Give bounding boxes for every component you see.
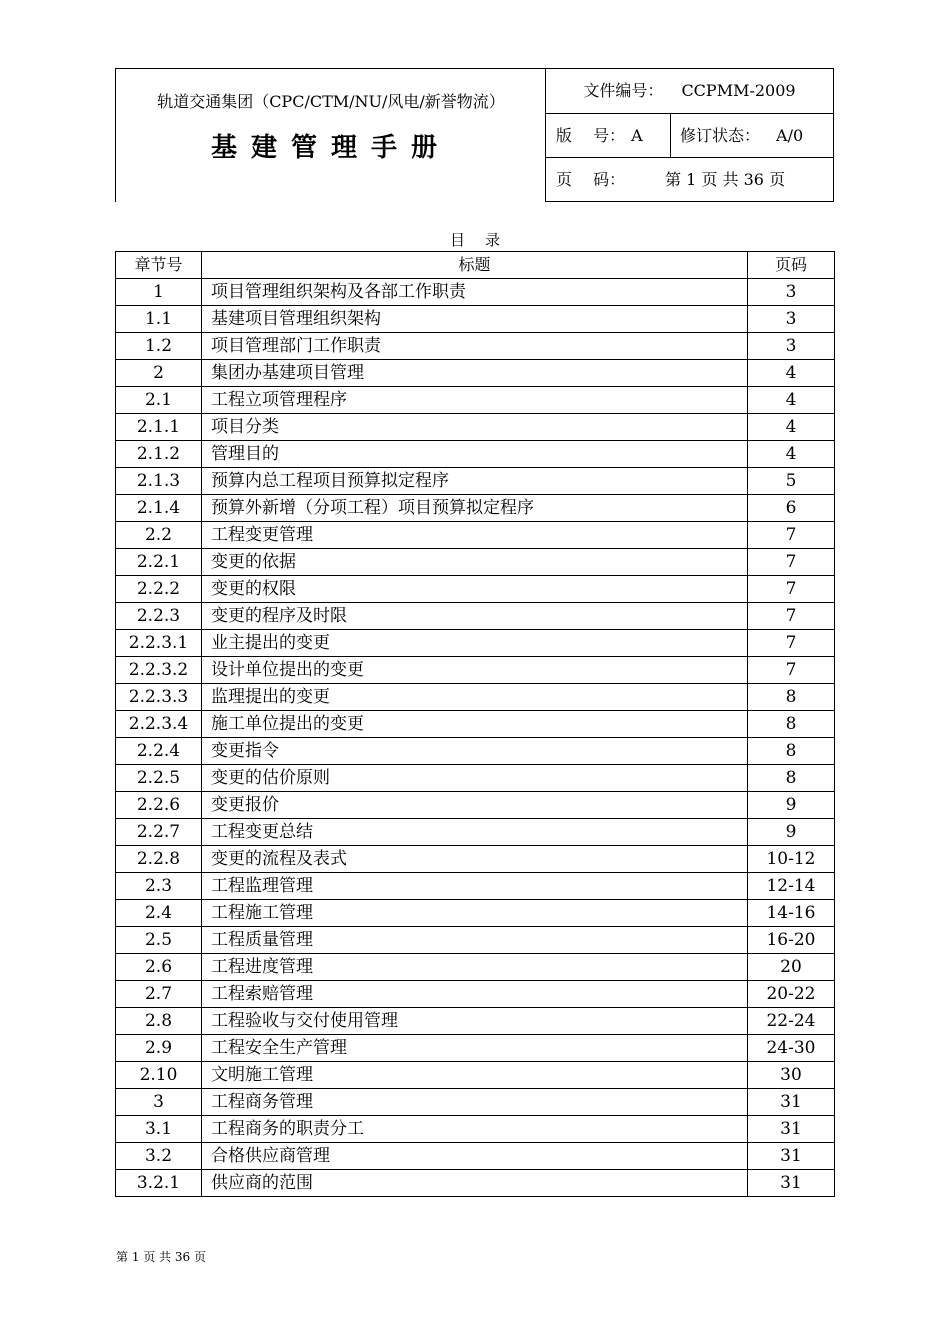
chapter-title: 预算外新增（分项工程）项目预算拟定程序	[202, 495, 748, 522]
table-row	[116, 1089, 835, 1116]
page-number: 9	[748, 819, 835, 846]
page-number: 20	[748, 954, 835, 981]
page-row	[546, 158, 833, 202]
chapter-number: 2.2.6	[116, 792, 202, 819]
page-number: 10-12	[748, 846, 835, 873]
edition-divider	[670, 114, 671, 158]
table-row	[116, 873, 835, 900]
chapter-title: 管理目的	[202, 441, 748, 468]
table-row	[116, 738, 835, 765]
page-number: 14-16	[748, 900, 835, 927]
table-row	[116, 711, 835, 738]
edition	[556, 114, 643, 157]
chapter-number: 2.2.4	[116, 738, 202, 765]
chapter-title: 文明施工管理	[202, 1062, 748, 1089]
toc-body	[116, 279, 835, 1197]
column-header-page: 页码	[748, 252, 835, 279]
doc-number-label: 文件编号：	[583, 81, 664, 100]
chapter-title: 项目管理组织架构及各部工作职责	[202, 279, 748, 306]
table-row	[116, 954, 835, 981]
chapter-number: 2.1	[116, 387, 202, 414]
page-number: 31	[748, 1170, 835, 1197]
chapter-number: 2.8	[116, 1008, 202, 1035]
toc-header-row	[116, 252, 835, 279]
chapter-title: 变更报价	[202, 792, 748, 819]
header-left-box	[115, 68, 546, 202]
page-number: 6	[748, 495, 835, 522]
chapter-title: 设计单位提出的变更	[202, 657, 748, 684]
table-row	[116, 900, 835, 927]
revision	[680, 114, 803, 157]
chapter-number: 2.2.3	[116, 603, 202, 630]
chapter-number: 2.6	[116, 954, 202, 981]
chapter-title: 工程商务的职责分工	[202, 1116, 748, 1143]
page-number: 20-22	[748, 981, 835, 1008]
table-row	[116, 441, 835, 468]
chapter-number: 3.1	[116, 1116, 202, 1143]
table-row	[116, 846, 835, 873]
page-number: 8	[748, 765, 835, 792]
chapter-title: 合格供应商管理	[202, 1143, 748, 1170]
chapter-title: 变更的依据	[202, 549, 748, 576]
page-number: 7	[748, 576, 835, 603]
chapter-number: 1	[116, 279, 202, 306]
chapter-number: 3.2	[116, 1143, 202, 1170]
chapter-number: 2.3	[116, 873, 202, 900]
table-row	[116, 495, 835, 522]
chapter-number: 2.2.5	[116, 765, 202, 792]
page-number: 7	[748, 603, 835, 630]
column-header-chapter: 章节号	[116, 252, 202, 279]
chapter-title: 监理提出的变更	[202, 684, 748, 711]
table-row	[116, 981, 835, 1008]
table-row	[116, 1116, 835, 1143]
page-number: 4	[748, 441, 835, 468]
page-label: 页 码：	[556, 170, 626, 189]
edition-value: A	[631, 126, 643, 145]
chapter-title: 工程变更总结	[202, 819, 748, 846]
chapter-number: 2.1.3	[116, 468, 202, 495]
chapter-title: 工程验收与交付使用管理	[202, 1008, 748, 1035]
edition-label: 版 号：	[556, 126, 626, 145]
chapter-number: 1.2	[116, 333, 202, 360]
chapter-title: 工程进度管理	[202, 954, 748, 981]
chapter-number: 2.2.2	[116, 576, 202, 603]
page-number: 4	[748, 414, 835, 441]
chapter-number: 2.2.1	[116, 549, 202, 576]
header-info-box	[545, 68, 834, 202]
page-number: 24-30	[748, 1035, 835, 1062]
chapter-number: 2.1.2	[116, 441, 202, 468]
chapter-title: 工程变更管理	[202, 522, 748, 549]
page-number: 4	[748, 360, 835, 387]
chapter-title: 工程监理管理	[202, 873, 748, 900]
chapter-title: 工程安全生产管理	[202, 1035, 748, 1062]
page-number: 8	[748, 738, 835, 765]
chapter-number: 2.4	[116, 900, 202, 927]
table-row	[116, 765, 835, 792]
chapter-title: 施工单位提出的变更	[202, 711, 748, 738]
page-value: 第 1 页 共 36 页	[665, 170, 786, 189]
page-number: 31	[748, 1143, 835, 1170]
page-number: 7	[748, 657, 835, 684]
table-row	[116, 684, 835, 711]
table-row	[116, 1143, 835, 1170]
chapter-number: 2.2.7	[116, 819, 202, 846]
chapter-title: 变更指令	[202, 738, 748, 765]
chapter-number: 1.1	[116, 306, 202, 333]
chapter-title: 变更的权限	[202, 576, 748, 603]
table-row	[116, 1008, 835, 1035]
page-number: 4	[748, 387, 835, 414]
chapter-title: 工程商务管理	[202, 1089, 748, 1116]
table-row	[116, 1035, 835, 1062]
table-row	[116, 360, 835, 387]
table-row	[116, 576, 835, 603]
chapter-title: 供应商的范围	[202, 1170, 748, 1197]
page-number: 3	[748, 306, 835, 333]
table-row	[116, 387, 835, 414]
chapter-title: 变更的程序及时限	[202, 603, 748, 630]
chapter-title: 工程立项管理程序	[202, 387, 748, 414]
chapter-number: 2.10	[116, 1062, 202, 1089]
table-row	[116, 630, 835, 657]
page-footer: 第 1 页 共 36 页	[116, 1250, 206, 1264]
chapter-number: 2.5	[116, 927, 202, 954]
chapter-title: 业主提出的变更	[202, 630, 748, 657]
chapter-number: 2.2	[116, 522, 202, 549]
table-row	[116, 306, 835, 333]
chapter-number: 2.2.3.4	[116, 711, 202, 738]
table-row	[116, 549, 835, 576]
chapter-title: 项目分类	[202, 414, 748, 441]
revision-value: A/0	[776, 126, 804, 145]
manual-title: 基建管理手册	[210, 133, 451, 163]
chapter-title: 集团办基建项目管理	[202, 360, 748, 387]
page-number: 7	[748, 522, 835, 549]
chapter-title: 变更的估价原则	[202, 765, 748, 792]
table-row	[116, 333, 835, 360]
company-name: 轨道交通集团（CPC/CTM/NU/风电/新誉物流）	[157, 92, 505, 111]
chapter-number: 2.1.1	[116, 414, 202, 441]
page-number: 12-14	[748, 873, 835, 900]
chapter-number: 2.9	[116, 1035, 202, 1062]
doc-number	[546, 69, 833, 113]
chapter-number: 2.1.4	[116, 495, 202, 522]
page-number: 5	[748, 468, 835, 495]
chapter-number: 2	[116, 360, 202, 387]
column-header-title: 标题	[202, 252, 748, 279]
table-row	[116, 1062, 835, 1089]
chapter-number: 2.2.3.3	[116, 684, 202, 711]
page-number: 3	[748, 279, 835, 306]
table-row	[116, 468, 835, 495]
table-row	[116, 603, 835, 630]
page-number: 3	[748, 333, 835, 360]
chapter-title: 项目管理部门工作职责	[202, 333, 748, 360]
page-number: 30	[748, 1062, 835, 1089]
table-row	[116, 927, 835, 954]
table-row	[116, 522, 835, 549]
toc-table	[115, 251, 835, 1197]
doc-number-value: CCPMM-2009	[681, 81, 796, 100]
chapter-number: 2.2.3.2	[116, 657, 202, 684]
page-number: 8	[748, 711, 835, 738]
page-number: 8	[748, 684, 835, 711]
chapter-number: 3	[116, 1089, 202, 1116]
revision-label: 修订状态：	[680, 126, 761, 145]
chapter-number: 3.2.1	[116, 1170, 202, 1197]
page-number: 9	[748, 792, 835, 819]
table-row	[116, 657, 835, 684]
table-row	[116, 279, 835, 306]
page-number: 31	[748, 1116, 835, 1143]
page-number: 31	[748, 1089, 835, 1116]
chapter-number: 2.2.3.1	[116, 630, 202, 657]
table-row	[116, 414, 835, 441]
edition-row	[546, 114, 833, 158]
page-number: 7	[748, 549, 835, 576]
page-number: 22-24	[748, 1008, 835, 1035]
doc-number-row	[546, 69, 833, 114]
chapter-title: 变更的流程及表式	[202, 846, 748, 873]
page-number: 16-20	[748, 927, 835, 954]
page-number: 7	[748, 630, 835, 657]
table-row	[116, 1170, 835, 1197]
page-info	[556, 158, 785, 202]
table-row	[116, 819, 835, 846]
chapter-title: 工程索赔管理	[202, 981, 748, 1008]
chapter-title: 预算内总工程项目预算拟定程序	[202, 468, 748, 495]
toc-caption: 目录	[449, 231, 520, 249]
chapter-number: 2.7	[116, 981, 202, 1008]
table-row	[116, 792, 835, 819]
chapter-title: 基建项目管理组织架构	[202, 306, 748, 333]
chapter-title: 工程质量管理	[202, 927, 748, 954]
chapter-title: 工程施工管理	[202, 900, 748, 927]
chapter-number: 2.2.8	[116, 846, 202, 873]
